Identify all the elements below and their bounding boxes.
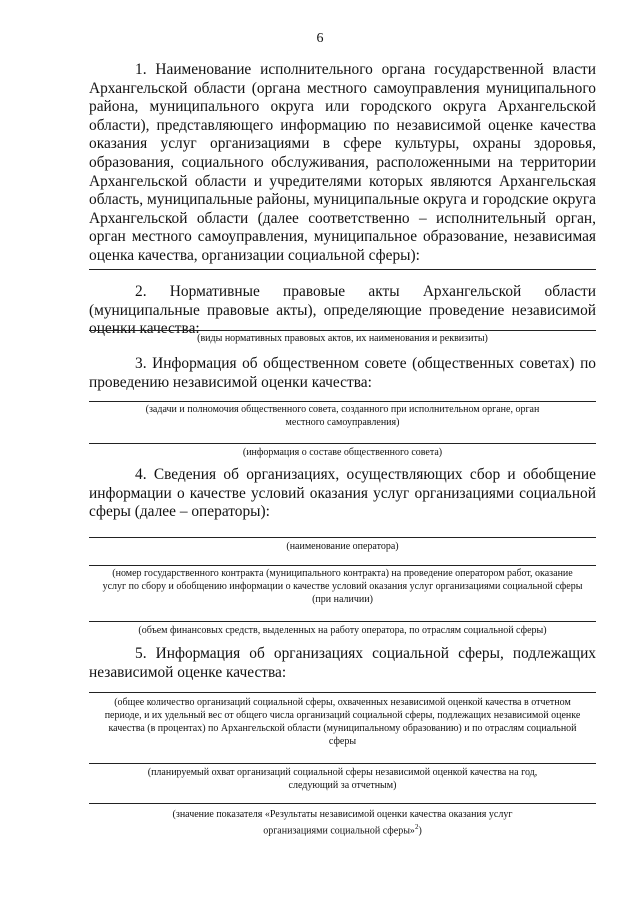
section-2-fill-line: [89, 330, 596, 331]
section-5-caption-3: [140, 808, 545, 837]
page-number: 6: [316, 31, 324, 46]
section-2-caption-1: (виды нормативных правовых актов, их наименования и реквизиты): [197, 333, 488, 344]
section-4-fill-line-2: [89, 565, 596, 566]
section-1-fill-line: [89, 269, 596, 270]
section-3-fill-line-1: [89, 401, 596, 402]
section-2-text: 2. Нормативные правовые акты Архангельской области (муниципальные правовые акты), определяющие проведение независимой оценки качества:: [89, 283, 596, 338]
section-5-caption-2: (планируемый охват организаций социальной сферы независимой оценкой качества на год, следующий за отчетным): [147, 767, 538, 791]
section-5-fill-line-2: [89, 763, 596, 764]
section-4-fill-line-1: [89, 537, 596, 538]
section-5-caption-3-text: (значение показателя «Результаты независимой оценки качества оказания услуг организациями социальной сферы»: [172, 809, 513, 837]
section-4-caption-1: (наименование оператора): [286, 541, 399, 552]
section-3-caption-2: (информация о составе общественного совета): [242, 447, 443, 458]
section-5-text: 5. Информация об организациях социальной сферы, подлежащих независимой оценке качества:: [89, 645, 596, 681]
section-4-text: 4. Сведения об организациях, осуществляющих сбор и обобщение информации о качестве условий оказания услуг организациями социальной сферы (далее – операторы):: [89, 466, 596, 521]
section-5-caption-3-end: ): [418, 825, 422, 837]
section-3-caption-1: (задачи и полномочия общественного совета, созданного при исполнительном органе, орган местного самоуправления): [145, 404, 540, 428]
section-3-text: 3. Информация об общественном совете (общественных советах) по проведению независимой оценки качества:: [89, 355, 596, 391]
section-3-fill-line-2: [89, 443, 596, 444]
footnote-marker: 2: [414, 823, 419, 831]
section-4-caption-2: (номер государственного контракта (муниципального контракта) на проведение оператором работ, оказание услуг по сбору и обобщению информации о качестве условий оказания услуг организациями социальной сферы (при наличии): [102, 568, 583, 605]
section-4-fill-line-3: [89, 621, 596, 622]
section-5-fill-line-3: [89, 803, 596, 804]
section-1-text: 1. Наименование исполнительного органа государственной власти Архангельской области (органа местного самоуправления муниципального района, муниципального округа или городского округа Архангельской области), представляющего информацию по независимой оценке качества оказания услуг организациями в сфере культуры, охраны здоровья, образования, социального обслуживания, расположенными на территории Архангельской области и учредителями которых являются Архангельская область, муниципальные районы, муниципальные округа и городские округа Архангельской области (далее соответственно – исполнительный орган, орган местного самоуправления, муниципальное образование, независимая оценка качества, организации социальной сферы):: [89, 61, 596, 264]
section-5-fill-line-1: [89, 692, 596, 693]
section-5-caption-1: (общее количество организаций социальной сферы, охваченных независимой оценкой качества в отчетном периоде, и их удельный вес от общего числа организаций социальной сферы, подлежащих независимой оценке качества (в процентах) по Архангельской области (муниципальному образованию) и по отраслям социальной сферы: [104, 697, 581, 747]
section-4-caption-3: (объем финансовых средств, выделенных на работу оператора, по отраслям социальной сферы): [138, 625, 547, 636]
